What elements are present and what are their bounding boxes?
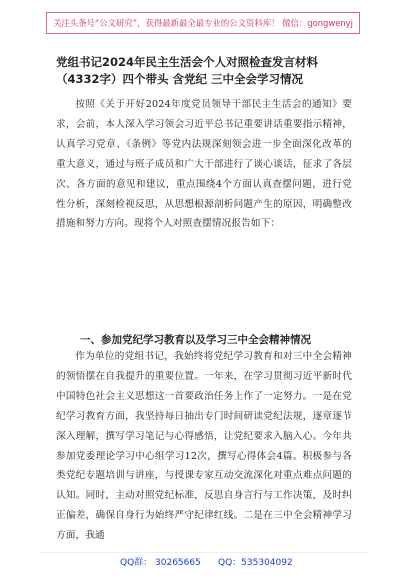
section-paragraph: 作为单位的党组书记，我始终将党纪学习教育和对三中全会精神的领悟摆在自我提升的重要位置。一年来，在学习贯彻习近平新时代中国特色社会主义思想这一首要政治任务上作了一定努力。一是在党纪学习教育方面，我坚持每日抽出专门时间研读党纪法规，逐章逐节深入理解，撰写学习笔记与心得感悟，让党纪要求入脑入心。今年共参加党委理论学习中心组学习12次，撰写心得体会4篇。积极参与各类党纪专题培训与讲座，与授课专家互动交流深化对重点难点问题的认知。同时，主动对照党纪标准，反思自身言行与工作决策，及时纠正偏差，确保自身行为始终严守纪律红线。二是在三中全会精神学习方面，我通: [56, 351, 352, 542]
document-title: 党组书记2024年民主生活会个人对照检查发言材料（4332字）四个带头 含党纪 三中全会学习情况: [56, 55, 319, 86]
intro-paragraph: 按照《关于开好2024年度党员领导干部民主生活会的通知》要求，会前，本人深入学习领会习近平总书记重要讲话重要指示精神，认真学习党章、《条例》等党内法规深刻领会进一步全面深化改革的重大意义，通过与班子成员和广大干部进行了谈心谈话，征求了各层次、各方面的意见和建议，重点围绕4个方面认真查摆问题，进行党性分析，深刻检视反思，从思想根源剖析问题产生的原因，明确整改措施和努力方向。现将个人对照查摆情况报告如下：: [56, 99, 352, 230]
footer-qq-contact: QQ：535304092: [218, 558, 293, 568]
footer-qq-group: QQ群： 30265665: [120, 558, 201, 568]
banner-text: 关注头条号“公文研究”，获得最新最全最专业的公文资料库！ 微信：gongwenyj: [53, 18, 353, 28]
header-banner: [46, 12, 360, 34]
footer: [0, 555, 408, 569]
footer-divider: [40, 552, 368, 553]
section-heading: 一、参加党纪学习教育以及学习三中全会精神情况: [80, 334, 311, 346]
